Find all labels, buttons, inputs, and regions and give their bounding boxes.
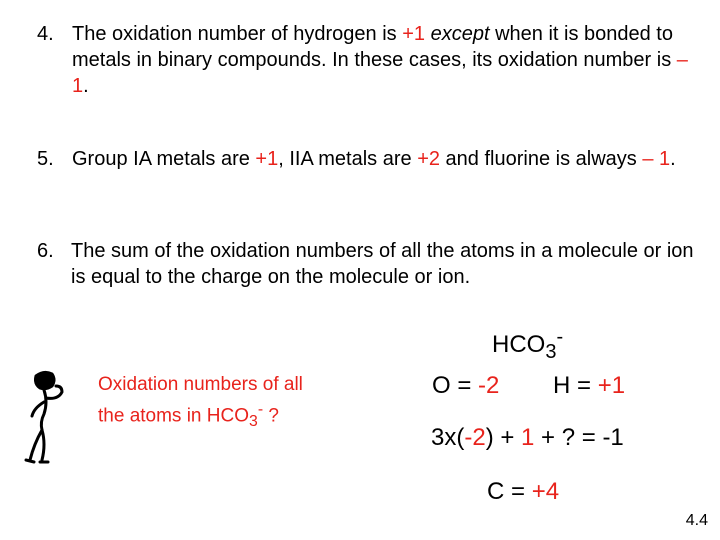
oxidation-value: – 1	[642, 148, 671, 170]
rule-text-part: Group IA metals are	[72, 148, 256, 170]
oxidation-value: -2	[464, 424, 486, 451]
oxidation-value: -2	[478, 372, 500, 399]
question-text-part: ?	[263, 405, 279, 427]
oxygen-equation	[432, 372, 499, 400]
oxidation-value: +1	[597, 372, 626, 399]
oxidation-value: – 1	[72, 49, 688, 97]
formula-base: HCO	[492, 331, 546, 358]
equation-label: H =	[553, 372, 598, 399]
formula-subscript: 3	[545, 340, 557, 363]
formula-subscript: 3	[249, 413, 258, 431]
question-line: Oxidation numbers of all	[98, 374, 303, 395]
rule-text	[37, 21, 697, 99]
equation-label: C =	[487, 478, 532, 505]
equation-part: ) +	[485, 424, 522, 451]
hydrogen-equation	[553, 372, 625, 400]
oxidation-value: 1	[521, 424, 535, 451]
thinking-person-icon	[22, 368, 92, 468]
equation-part: + ? = -1	[534, 424, 624, 451]
equation-label: O =	[432, 372, 479, 399]
rule-text-part: .	[670, 148, 676, 170]
oxidation-value: +1	[255, 148, 279, 170]
question-text-part: the atoms in HCO	[98, 405, 249, 427]
rule-text-part: The oxidation number of hydrogen is	[72, 23, 403, 45]
oxidation-value: +4	[531, 478, 560, 505]
rule-6	[37, 238, 697, 290]
slide-number: 4.4	[685, 512, 708, 529]
oxidation-value: +2	[417, 148, 440, 170]
formula-superscript: -	[257, 401, 264, 418]
rule-4	[37, 21, 697, 99]
rule-text	[37, 146, 697, 172]
oxidation-value: +1	[402, 23, 426, 45]
sum-equation	[431, 424, 624, 452]
rule-text-part: .	[83, 75, 89, 97]
rule-5	[37, 146, 697, 172]
rule-number: 4.	[37, 23, 54, 45]
rule-number: 6.	[37, 240, 54, 262]
question-line	[98, 397, 303, 434]
rule-number: 5.	[37, 148, 54, 170]
emphasis-text: except	[430, 23, 490, 45]
equation-part: 3x(	[431, 424, 465, 451]
rule-text-part: , IIA metals are	[278, 148, 418, 170]
carbon-equation	[487, 478, 559, 506]
rule-text-part: and fluorine is always	[440, 148, 643, 170]
formula-superscript: -	[556, 326, 564, 348]
rule-text-part: when it is bonded to metals in binary compounds. In these cases, its oxidation number is	[72, 23, 677, 71]
question-text	[98, 372, 303, 434]
rule-text: The sum of the oxidation numbers of all the atoms in a molecule or ion is equal to the charge on the molecule or ion.	[71, 240, 694, 288]
formula-title	[492, 326, 563, 364]
